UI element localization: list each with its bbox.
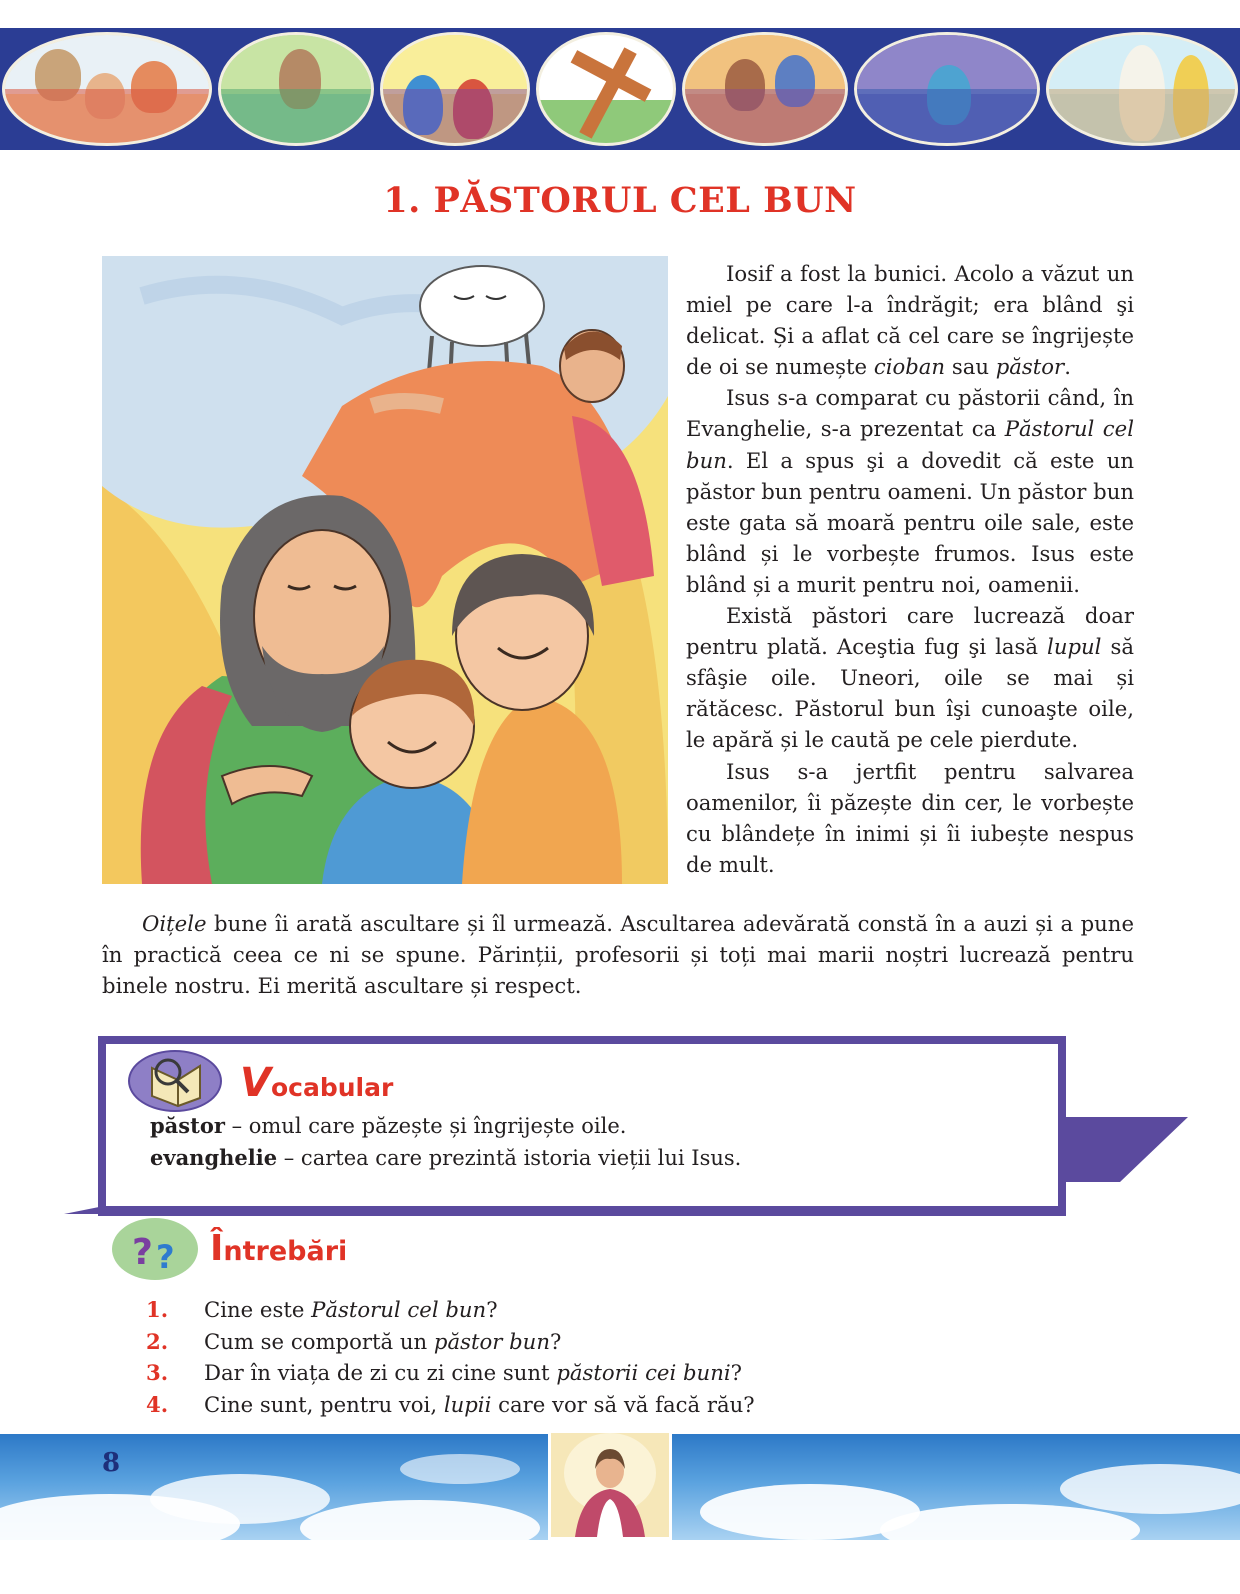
vocabulary-entries (150, 1110, 1030, 1174)
question-number: 4. (146, 1391, 169, 1417)
paragraph: Oițele bune îi arată ascultare și îl urmează. Ascultarea adevărată constă în a auzi și a pune în practică ceea ce ni se spune. Părinții, profesorii și toți mai marii noștri lucrează pentru binele nostru. Ei merită ascultare și respect. (102, 911, 1134, 999)
question-marks-icon (112, 1218, 198, 1280)
banner-image-children (2, 32, 212, 146)
italic-text: Păstorul cel bun (686, 416, 1134, 473)
page-number: 8 (102, 1448, 121, 1478)
question-item (146, 1357, 1046, 1389)
question-text: Cum se comportă un păstor bun? (204, 1328, 562, 1354)
svg-text:?: ? (156, 1238, 175, 1276)
question-text: Cine este Păstorul cel bun? (204, 1297, 498, 1322)
page-title: 1. PĂSTORUL CEL BUN (383, 180, 857, 221)
paragraph: Isus s-a comparat cu păstorii când, în Evanghelie, s-a prezentat ca Păstorul cel bun. El a spus şi a dovedit că este un păstor bun pentru oameni. Un păstor bun este gata să moară pentru oile sale, este blând și le vorbește frumos. Isus este blând și a murit pentru noi, oamenii. (686, 385, 1134, 597)
banner-image-crowd (380, 32, 530, 146)
story-text-full (102, 908, 1134, 1001)
question-item (146, 1389, 1046, 1421)
question-number: 2. (146, 1328, 169, 1354)
questions-heading: Întrebări (210, 1228, 348, 1269)
banner-image-risen-jesus (1046, 32, 1238, 146)
vocabulary-definition: – cartea care prezintă istoria vieții lui Isus. (277, 1146, 742, 1170)
vocabulary-heading: Vocabular (240, 1060, 394, 1106)
question-text: Dar în viața de zi cu zi cine sunt păstorii cei buni? (204, 1360, 742, 1385)
question-item (146, 1326, 1046, 1358)
header-banner (0, 28, 1240, 150)
question-number: 1. (146, 1297, 169, 1322)
paragraph: Există păstori care lucrează doar pentru plată. Aceştia fug şi lasă lupul să sfâşie oile. Uneori, oile se mai și rătăcesc. Păstorul bun îşi cunoaşte oile, le apără și le caută pe cele pierdute. (686, 603, 1134, 753)
paragraph: Iosif a fost la bunici. Acolo a văzut un miel pe care l-a îndrăgit; era blând şi delicat. Și a aflat că cel care se îngrijește de oi se numește cioban sau păstor. (686, 261, 1134, 380)
question-number: 3. (146, 1360, 169, 1385)
banner-image-storm (854, 32, 1040, 146)
footer-jesus-image (548, 1430, 672, 1540)
banner-image-cross (536, 32, 676, 146)
vocabulary-entry (150, 1110, 1030, 1142)
italic-text: păstor bun (433, 1328, 550, 1354)
italic-text: păstorii cei buni (556, 1360, 731, 1385)
questions-list (146, 1294, 1046, 1420)
banner-image-last-supper (682, 32, 848, 146)
good-shepherd-drawing (102, 256, 668, 884)
banner-image-jesus-teaching (218, 32, 374, 146)
vocabulary-entry (150, 1142, 1030, 1174)
paragraph: Isus s-a jertfit pentru salvarea oamenilor, îi păzește din cer, le vorbește cu blândețe în inimi și îi iubește nespus de mult. (686, 758, 1134, 877)
vocabulary-term: evanghelie (150, 1145, 278, 1170)
book-magnifier-icon (128, 1050, 222, 1112)
vocabulary-definition: – omul care păzește și îngrijește oile. (224, 1114, 627, 1138)
good-shepherd-illustration (102, 256, 668, 884)
italic-text: lupii (443, 1391, 492, 1417)
italic-text: lupul (1047, 634, 1102, 660)
story-text-column (686, 258, 1134, 880)
vocabulary-term: păstor (150, 1113, 225, 1138)
svg-text:?: ? (132, 1232, 153, 1273)
italic-text: Păstorul cel bun (311, 1297, 487, 1322)
vocabulary-ribbon (1060, 1117, 1200, 1182)
question-text: Cine sunt, pentru voi, lupii care vor să vă facă rău? (204, 1391, 755, 1417)
vocabulary-underline (64, 1206, 1064, 1214)
italic-text: Oițele (142, 911, 207, 936)
question-item (146, 1294, 1046, 1326)
italic-text: păstor (995, 354, 1065, 380)
italic-text: cioban (873, 354, 946, 380)
